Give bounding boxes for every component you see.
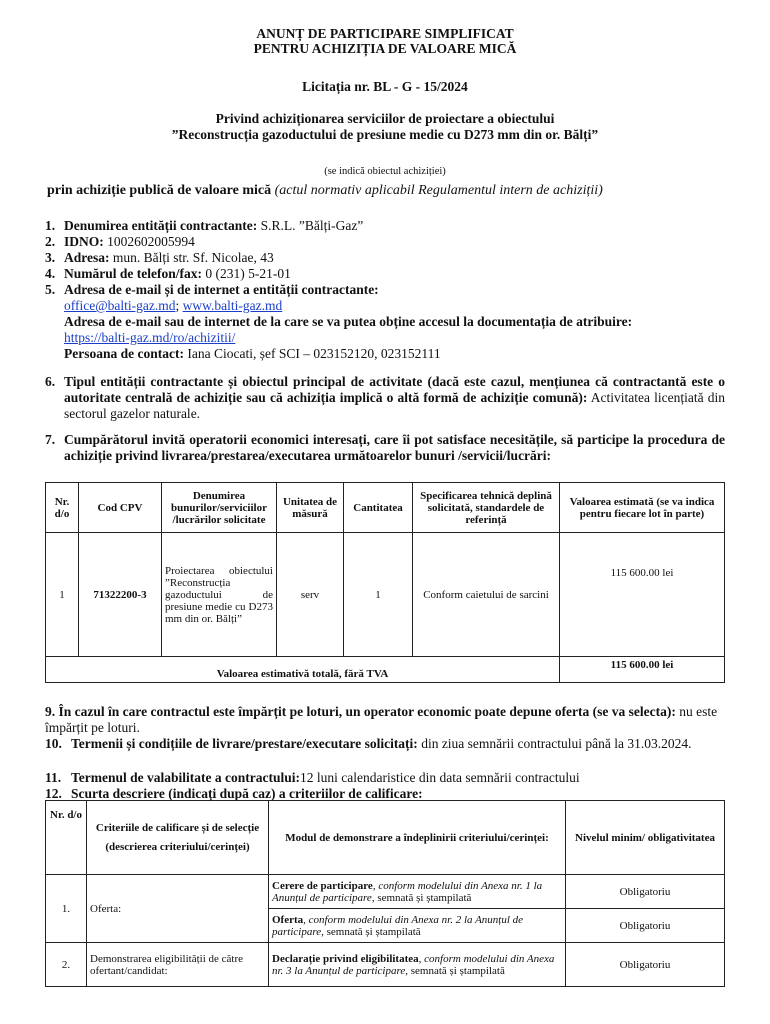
documentation-link[interactable]: https://balti-gaz.md/ro/achizitii/ [64,330,236,345]
row-unit: serv [277,533,344,657]
item-3: 3. Adresa: mun. Bălți str. Sf. Nicolae, 43 [45,250,274,265]
procurement-items-table [45,482,725,683]
procedure-bold: prin achiziție publică de valoare mică [47,183,272,198]
col-qty: Cantitatea [344,483,413,533]
item-6: 6. Tipul entității contractante și obiectul principal de activitate (dacă este cazul, mențiunea că contractantă este o autoritate centrală de achiziție sau că achiziția implică o altă formă de achiziție comună): Activitatea licențiată din sectorul gazelor naturale. [45,374,725,421]
criteria-row2-nr: 2. [46,943,87,987]
document-title [0,26,770,56]
subject-line-2: ”Reconstrucția gazoductului de presiune medie cu D273 mm din or. Bălți” [171,127,599,142]
criteria-row2-level: Obligatoriu [566,943,725,987]
row-nr: 1 [46,533,79,657]
item-5-links: office@balti-gaz.md; www.balti-gaz.md [64,298,283,313]
item-9: 9. În cazul în care contractul este împărțit pe loturi, un operator economic poate depune oferta (se va selecta): nu este împărțit pe loturi. [45,704,718,735]
item-2: 2. IDNO: 1002602005994 [45,234,195,249]
criteria-row2-mod: Declarație privind eligibilitatea, conform modelului din Anexa nr. 3 la Anunțul de participare, semnată și ștampilată [269,943,566,987]
col-cpv: Cod CPV [79,483,162,533]
item-5: 5. Adresa de e-mail și de internet a entității contractante: [45,282,379,297]
total-label: Valoarea estimativă totală, fără TVA [46,657,560,683]
title-line-1: ANUNȚ DE PARTICIPARE SIMPLIFICAT [256,26,514,41]
website-link[interactable]: www.balti-gaz.md [182,298,283,313]
procedure-italic: (actul normativ aplicabil Regulamentul intern de achiziții) [274,183,603,198]
subject-line-1: Privind achiziționarea serviciilor de proiectare a obiectului [215,111,555,126]
item-10: 10. Termenii și condițiile de livrare/prestare/executare solicitați: din ziua semnării contractului până la 31.03.2024. [45,736,692,751]
row-qty: 1 [344,533,413,657]
col-unit: Unitatea de măsură [277,483,344,533]
criteria-col-crit: Criteriile de calificare și de selecție (descrierea criteriului/cerinței) [87,801,269,875]
col-spec: Specificarea tehnică deplină solicitată, standardele de referință [413,483,560,533]
row-value: 115 600.00 lei [560,533,725,657]
procurement-subject [0,111,770,143]
item-5-docs-link-row [45,330,725,346]
criteria-col-mod: Modul de demonstrare a îndeplinirii criteriului/cerinței: [269,801,566,875]
criteria-row1a-level: Obligatoriu [566,875,725,909]
subject-note: (se indică obiectul achiziției) [324,166,446,177]
row-name: Proiectarea obiectului ”Reconstrucția gazoductului de presiune medie cu D273 mm din or. Bălți” [162,533,277,657]
contact-person: Persoana de contact: Iana Ciocati, șef SCI – 023152120, 023152111 [64,346,441,361]
row-spec: Conform caietului de sarcini [413,533,560,657]
email-link[interactable]: office@balti-gaz.md [64,298,176,313]
criteria-col-nr: Nr. d/o [46,801,87,875]
total-value: 115 600.00 lei [560,657,725,683]
col-value: Valoarea estimată (se va indica pentru fiecare lot în parte) [560,483,725,533]
item-11: 11. Termenul de valabilitate a contractului:12 luni calendaristice din data semnării contractului [45,770,580,785]
criteria-row1a-mod: Cerere de participare, conform modelului din Anexa nr. 1 la Anunțul de participare, semnată și ștampilată [269,875,566,909]
tender-number: Licitația nr. BL - G - 15/2024 [302,79,468,94]
contracting-entity-list [45,218,725,362]
table-row [46,533,725,657]
criteria-row2-crit: Demonstrarea eligibilității de către ofertant/candidat: [87,943,269,987]
table-header-row [46,483,725,533]
item-12: 12. Scurta descriere (indicați după caz) a criteriilor de calificare: [45,786,423,801]
row-cpv: 71322200-3 [79,533,162,657]
item-4: 4. Numărul de telefon/fax: 0 (231) 5-21-01 [45,266,291,281]
table-row [46,875,725,909]
criteria-row1-nr: 1. [46,875,87,943]
criteria-header-row [46,801,725,875]
criteria-row1-crit: Oferta: [87,875,269,943]
criteria-row1b-mod: Oferta, conform modelului din Anexa nr. 2 la Anunțul de participare, semnată și ștampilată [269,909,566,943]
total-row [46,657,725,683]
item-1: 1. Denumirea entității contractante: S.R.L. ”Bălți-Gaz” [45,218,364,233]
criteria-col-level: Nivelul minim/ obligativitatea [566,801,725,875]
procedure-type [47,183,603,199]
title-line-2: PENTRU ACHIZIȚIA DE VALOARE MICĂ [253,41,517,56]
col-name: Denumirea bunurilor/serviciilor /lucrărilor solicitate [162,483,277,533]
col-nr: Nr. d/o [46,483,79,533]
item-5-docs-label: Adresa de e-mail sau de internet de la care se va putea obține accesul la documentația de atribuire: [64,314,633,329]
item-7: 7. Cumpărătorul invită operatorii economici interesați, care îi pot satisface necesitățile, să participe la procedura de achiziție privind livrarea/prestarea/executarea următoarelor bunuri /servicii/lucrări: [45,432,725,463]
table-row [46,943,725,987]
qualification-criteria-table [45,800,725,987]
criteria-row1b-level: Obligatoriu [566,909,725,943]
